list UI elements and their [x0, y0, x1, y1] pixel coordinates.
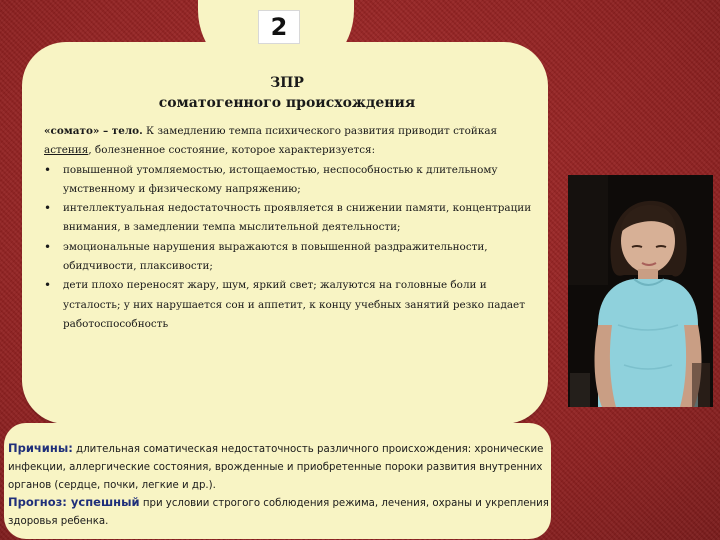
intro-paragraph — [44, 122, 538, 161]
causes-label: Причины: — [8, 441, 73, 455]
prognosis-label: Прогноз: успешный — [8, 495, 140, 510]
symptom-list — [44, 161, 538, 335]
list-item: • эмоциональные нарушения выражаются в повышенной раздражительности, обидчивости, плаксивости; — [44, 238, 538, 277]
list-item: • повышенной утомляемостью, истощаемостью, неспособностью к длительному умственному и физическому напряжению; — [44, 161, 538, 200]
causes-text: длительная соматическая недостаточность различного происхождения: хронические инфекции, аллергические состояния, врожденные и приобретенные пороки развития внутренних органов (сердце, почки, легкие и др.). — [8, 444, 544, 491]
causes-paragraph — [8, 440, 564, 494]
prognosis-text: при условии строгого соблюдения режима, лечения, охраны и укрепления здоровья ребенка. — [8, 498, 549, 528]
intro-text-a: К замедлению темпа психического развития приводит стойкая — [142, 125, 498, 137]
prognosis-paragraph — [8, 494, 564, 531]
girl-photo-illustration — [568, 175, 713, 407]
main-content — [44, 122, 538, 334]
astenia-term: астения — [44, 144, 89, 157]
girl-photo — [568, 175, 713, 407]
slide-title-line1: ЗПР — [270, 75, 304, 91]
bottom-text — [8, 440, 564, 531]
list-item: • интеллектуальная недостаточность проявляется в снижении памяти, концентрации внимания, в замедлении темпа мыслительной деятельности; — [44, 199, 538, 238]
intro-term: «сомато» – тело. — [44, 125, 143, 137]
intro-text-b: , болезненное состояние, которое характеризуется: — [88, 144, 376, 157]
slide-title-line2: соматогенного происхождения — [158, 95, 416, 111]
list-item: • дети плохо переносят жару, шум, яркий свет; жалуются на головные боли и усталость; у них нарушается сон и аппетит, к концу учебных занятий резко падает работоспособность — [44, 276, 538, 334]
slide-number: 2 — [258, 10, 300, 44]
